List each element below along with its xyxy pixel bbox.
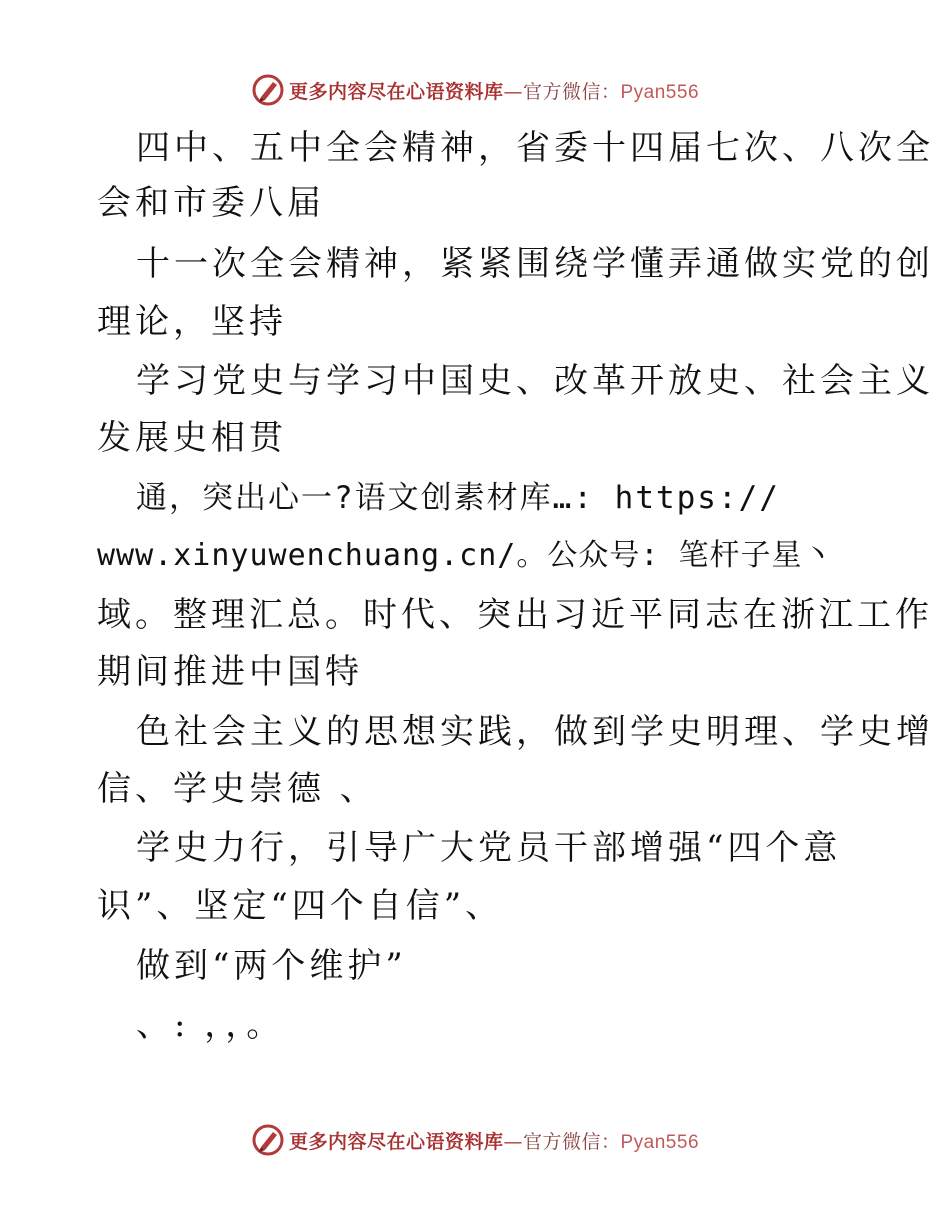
- banner-wechat-label: 官方微信：: [522, 80, 621, 103]
- header-banner: [0, 70, 950, 110]
- text-line: 通，突出心一?语文创素材库…: https://: [136, 480, 780, 516]
- text-line: www.xinyuwenchuang.cn/。公众号: 笔杆子星丶: [97, 538, 834, 573]
- text-line: 四中、五中全会精神，省委十四届七次、八次全: [136, 128, 934, 168]
- banner-wechat-label: 官方微信：: [522, 1130, 621, 1153]
- text-line: 学习党史与学习中国史、改革开放史、社会主义: [136, 361, 934, 401]
- text-line: 十一次全会精神，紧紧围绕学懂弄通做实党的创: [136, 244, 934, 284]
- text-line: 信、学史崇德 、: [97, 769, 378, 809]
- banner-wechat-id: Pyan556: [620, 1131, 700, 1153]
- text-line: 做到“两个维护”: [136, 946, 407, 986]
- banner-text: [289, 1127, 699, 1154]
- banner-title: 更多内容尽在心语资料库: [288, 80, 504, 103]
- text-line: 识”、坚定“四个自信”、: [97, 886, 504, 926]
- text-line: 学史力行，引导广大党员干部增强“四个意: [136, 828, 842, 868]
- banner-dash: —: [503, 1130, 523, 1153]
- banner-wechat-id: Pyan556: [620, 81, 700, 103]
- text-line: 域。整理汇总。时代、突出习近平同志在浙江工作: [97, 595, 933, 635]
- text-line: 理论，坚持: [97, 302, 287, 342]
- banner-title: 更多内容尽在心语资料库: [288, 1130, 504, 1153]
- text-line: 色社会主义的思想实践，做到学史明理、学史增: [136, 712, 934, 752]
- text-line: 、: ，，。: [136, 1005, 285, 1045]
- text-line: 会和市委八届: [97, 183, 325, 223]
- text-line: 发展史相贯: [97, 418, 287, 458]
- pen-logo-icon: [251, 1123, 285, 1157]
- footer-banner: [0, 1120, 950, 1160]
- text-line: 期间推进中国特: [97, 652, 363, 692]
- banner-dash: —: [503, 80, 523, 103]
- banner-text: [289, 77, 699, 104]
- pen-logo-icon: [251, 73, 285, 107]
